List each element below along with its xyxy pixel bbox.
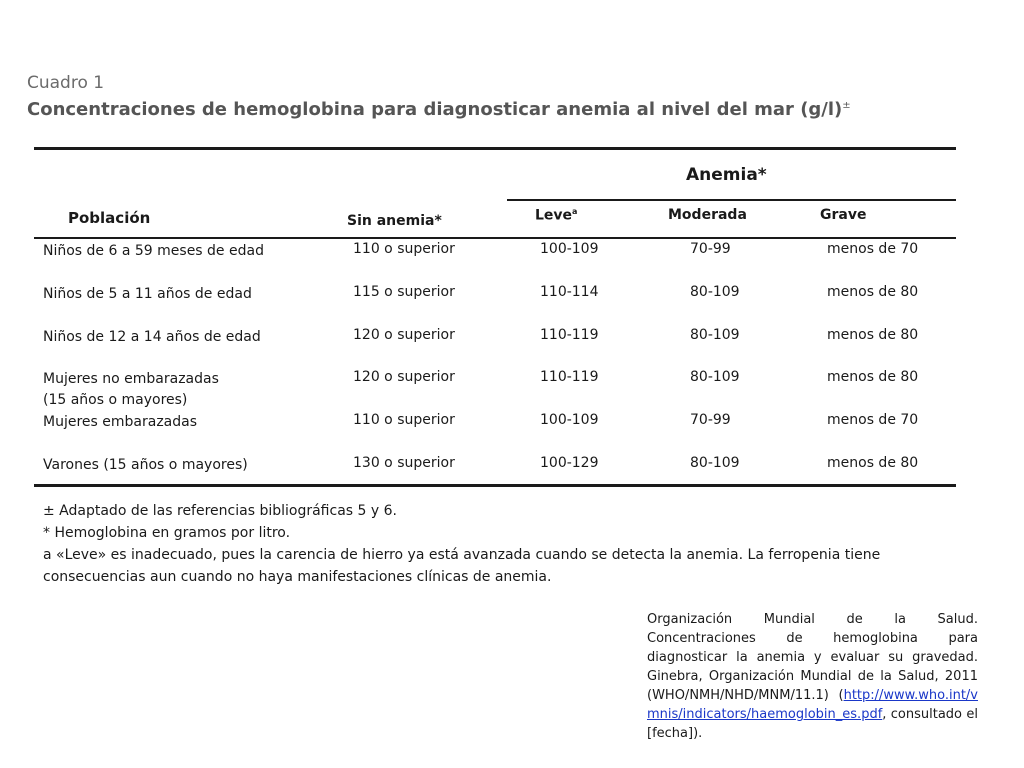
- cell-moderate: 80-109: [690, 455, 740, 471]
- table-header-rule: [34, 237, 956, 239]
- cell-no-anemia: 120 o superior: [353, 369, 455, 385]
- cell-no-anemia: 115 o superior: [353, 284, 455, 300]
- footnote-mild: a «Leve» es inadecuado, pues la carencia de hierro ya está avanzada cuando se detecta la anemia. La ferropenia tiene consecuencias aun cuando no haya manifestaciones clínicas de anemia.: [43, 547, 881, 585]
- mild-footnote-mark: a: [572, 207, 578, 216]
- caption-label: Cuadro 1: [27, 73, 105, 93]
- cell-no-anemia: 130 o superior: [353, 455, 455, 471]
- anemia-group-header: Anemia*: [686, 165, 767, 185]
- cell-mild: 110-119: [540, 327, 599, 343]
- cell-no-anemia: 120 o superior: [353, 327, 455, 343]
- cell-moderate: 80-109: [690, 327, 740, 343]
- cell-mild: 110-114: [540, 284, 599, 300]
- header-severe: Grave: [820, 207, 867, 223]
- cell-population: [43, 455, 248, 476]
- source-link[interactable]: http://www.who.int/vmnis/indicators/haemoglobin_es.pdf: [647, 688, 978, 722]
- cell-population-line: Mujeres embarazadas: [43, 414, 197, 430]
- header-moderate: Moderada: [668, 207, 747, 223]
- cell-moderate: 80-109: [690, 284, 740, 300]
- cell-severe: menos de 80: [827, 369, 919, 385]
- cell-mild: 100-109: [540, 412, 599, 428]
- header-no-anemia: Sin anemia*: [347, 213, 442, 229]
- cell-no-anemia: 110 o superior: [353, 241, 455, 257]
- header-population: Población: [68, 209, 151, 227]
- cell-no-anemia: 110 o superior: [353, 412, 455, 428]
- cell-severe: menos de 70: [827, 241, 919, 257]
- cell-severe: menos de 70: [827, 412, 919, 428]
- source-text: Organización Mundial de la Salud. Concentraciones de hemoglobina para diagnosticar la anemia y evaluar su gravedad. Ginebra, Organización Mundial de la Salud, 2011 (WHO/NMH/NHD/MNM/11.1): [647, 612, 978, 703]
- source-open-paren: (: [838, 688, 844, 703]
- anemia-group-rule: [507, 199, 956, 201]
- source-tail: , consultado el [fecha]).: [647, 707, 978, 741]
- cell-population-line: Niños de 5 a 11 años de edad: [43, 286, 252, 302]
- cell-population: [43, 327, 261, 348]
- cell-mild: 110-119: [540, 369, 599, 385]
- footnotes: [43, 500, 963, 588]
- header-mild: Leve$^a$: [535, 207, 578, 224]
- cell-population-line: Niños de 12 a 14 años de edad: [43, 329, 261, 345]
- cell-severe: menos de 80: [827, 327, 919, 343]
- footnote-adapted: ± Adaptado de las referencias bibliográficas 5 y 6.: [43, 503, 397, 519]
- table-top-rule: [34, 147, 956, 150]
- cell-population: [43, 284, 252, 305]
- table-title: Concentraciones de hemoglobina para diagnosticar anemia al nivel del mar (g/l)±: [27, 99, 851, 120]
- cell-population-line: Varones (15 años o mayores): [43, 457, 248, 473]
- cell-mild: 100-129: [540, 455, 599, 471]
- cell-population-line: Niños de 6 a 59 meses de edad: [43, 243, 264, 259]
- cell-population: [43, 241, 264, 262]
- cell-moderate: 70-99: [690, 241, 731, 257]
- cell-moderate: 70-99: [690, 412, 731, 428]
- cell-population: [43, 412, 197, 433]
- cell-severe: menos de 80: [827, 284, 919, 300]
- cell-mild: 100-109: [540, 241, 599, 257]
- cell-severe: menos de 80: [827, 455, 919, 471]
- cell-moderate: 80-109: [690, 369, 740, 385]
- cell-population-line: (15 años o mayores): [43, 392, 188, 408]
- table-bottom-rule: [34, 484, 956, 487]
- cell-population-line: Mujeres no embarazadas: [43, 371, 219, 387]
- source-citation: [647, 610, 978, 743]
- title-footnote-mark: ±: [842, 100, 851, 111]
- footnote-units: * Hemoglobina en gramos por litro.: [43, 525, 291, 541]
- cell-population: [43, 369, 219, 411]
